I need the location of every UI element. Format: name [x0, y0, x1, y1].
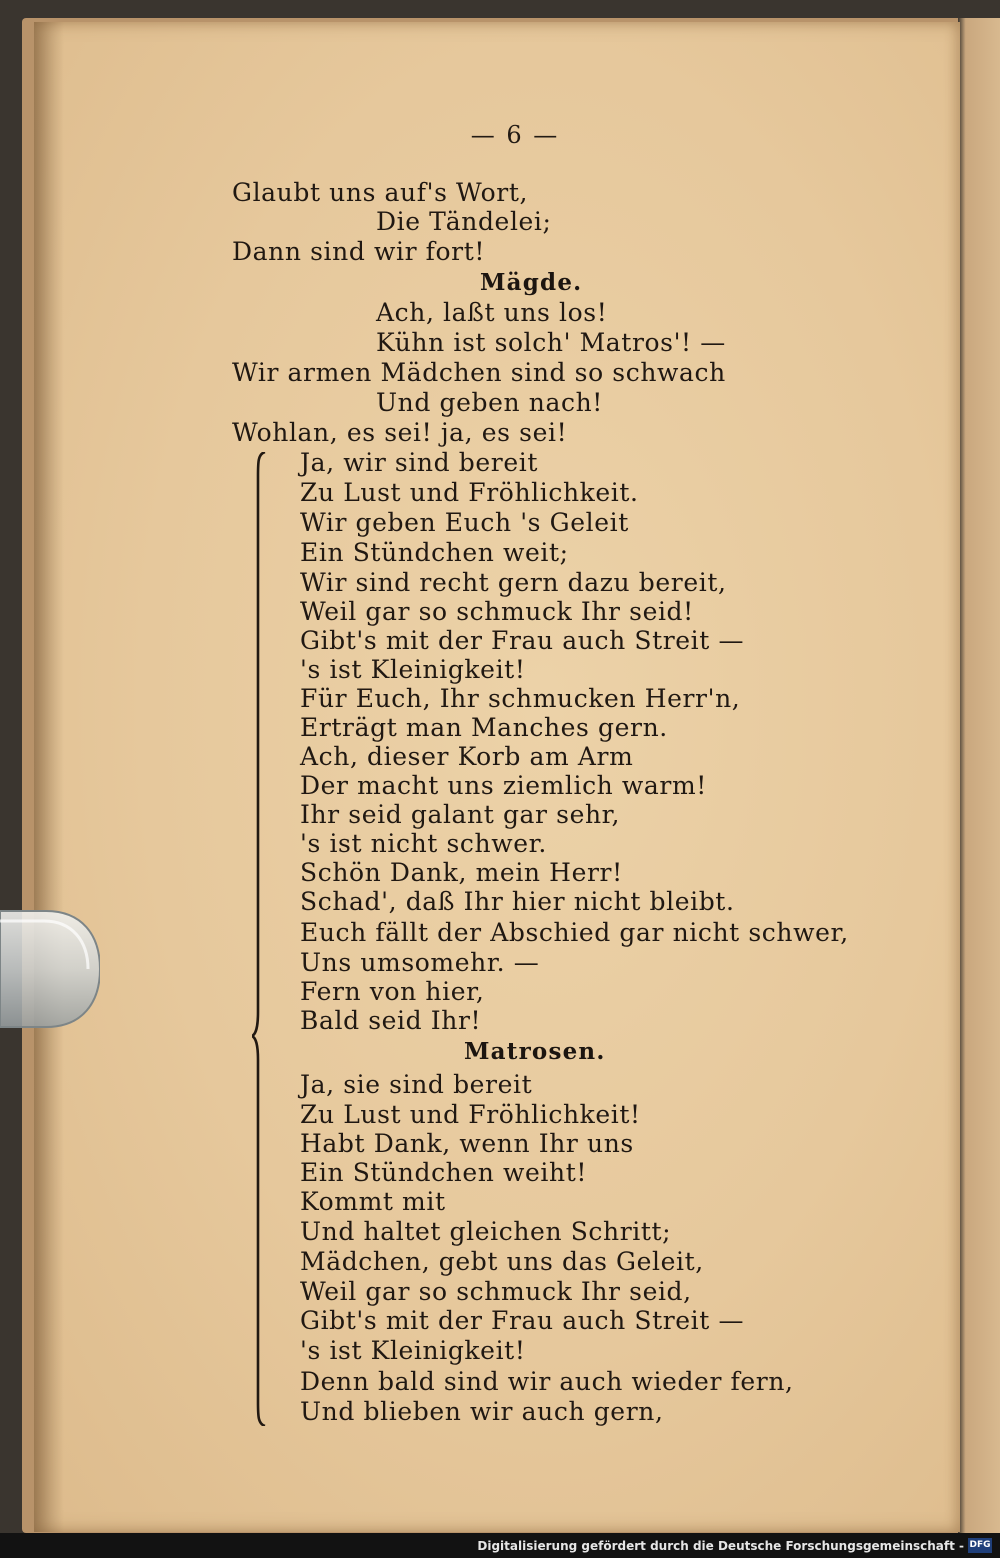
verse-line: Ach, dieser Korb am Arm	[300, 742, 634, 771]
verse-line: Ja, sie sind bereit	[300, 1070, 533, 1099]
verse-line: Der macht uns ziemlich warm!	[300, 771, 707, 800]
verse-line: 's ist Kleinigkeit!	[300, 1336, 526, 1365]
scanner-clip	[0, 905, 100, 1033]
page-number: — 6 —	[470, 121, 560, 149]
verse-line: Kühn ist solch' Matros'! —	[376, 328, 726, 357]
verse-line: Gibt's mit der Frau auch Streit —	[300, 1306, 745, 1335]
verse-line: Wir armen Mädchen sind so schwach	[232, 358, 726, 387]
verse-line: Ja, wir sind bereit	[300, 448, 538, 477]
verse-line: Zu Lust und Fröhlichkeit.	[300, 478, 639, 507]
verse-line: Schad', daß Ihr hier nicht bleibt.	[300, 887, 735, 916]
verse-line: Uns umsomehr. —	[300, 948, 540, 977]
verse-line: Habt Dank, wenn Ihr uns	[300, 1129, 634, 1158]
verse-line: Und haltet gleichen Schritt;	[300, 1217, 672, 1246]
verse-line: 's ist Kleinigkeit!	[300, 655, 526, 684]
verse-line: Erträgt man Manches gern.	[300, 713, 668, 742]
verse-line: Für Euch, Ihr schmucken Herr'n,	[300, 684, 741, 713]
speaker-heading-matrosen: Matrosen.	[464, 1038, 606, 1065]
verse-line: 's ist nicht schwer.	[300, 829, 547, 858]
verse-line: Wir sind recht gern dazu bereit,	[300, 568, 727, 597]
speaker-heading-maegde: Mägde.	[480, 269, 583, 296]
verse-line: Und geben nach!	[376, 388, 603, 417]
verse-line: Bald seid Ihr!	[300, 1006, 482, 1035]
verse-line: Schön Dank, mein Herr!	[300, 858, 623, 887]
verse-line: Ein Stündchen weiht!	[300, 1158, 587, 1187]
verse-line: Mädchen, gebt uns das Geleit,	[300, 1247, 704, 1276]
verse-line: Ein Stündchen weit;	[300, 538, 569, 567]
verse-line: Fern von hier,	[300, 977, 485, 1006]
verse-line: Denn bald sind wir auch wieder fern,	[300, 1367, 794, 1396]
verse-line: Wir geben Euch 's Geleit	[300, 508, 629, 537]
verse-line: Die Tändelei;	[376, 207, 552, 236]
adjacent-page-edge	[958, 18, 1000, 1533]
verse-line: Glaubt uns auf's Wort,	[232, 178, 529, 207]
verse-line: Weil gar so schmuck Ihr seid!	[300, 597, 694, 626]
left-brace	[252, 452, 266, 1426]
funding-notice: Digitalisierung gefördert durch die Deutsche Forschungsgemeinschaft -	[477, 1539, 964, 1553]
verse-line: Und blieben wir auch gern,	[300, 1397, 664, 1426]
verse-line: Ach, laßt uns los!	[376, 298, 608, 327]
verse-line: Kommt mit	[300, 1187, 446, 1216]
verse-line: Dann sind wir fort!	[232, 237, 486, 266]
verse-line: Weil gar so schmuck Ihr seid,	[300, 1277, 692, 1306]
verse-line: Gibt's mit der Frau auch Streit —	[300, 626, 745, 655]
gutter-shadow	[34, 22, 64, 1532]
verse-line: Ihr seid galant gar sehr,	[300, 800, 621, 829]
verse-line: Wohlan, es sei! ja, es sei!	[232, 418, 568, 447]
dfg-logo: DFG	[968, 1538, 992, 1553]
verse-line: Euch fällt der Abschied gar nicht schwer,	[300, 918, 849, 947]
verse-line: Zu Lust und Fröhlichkeit!	[300, 1100, 641, 1129]
